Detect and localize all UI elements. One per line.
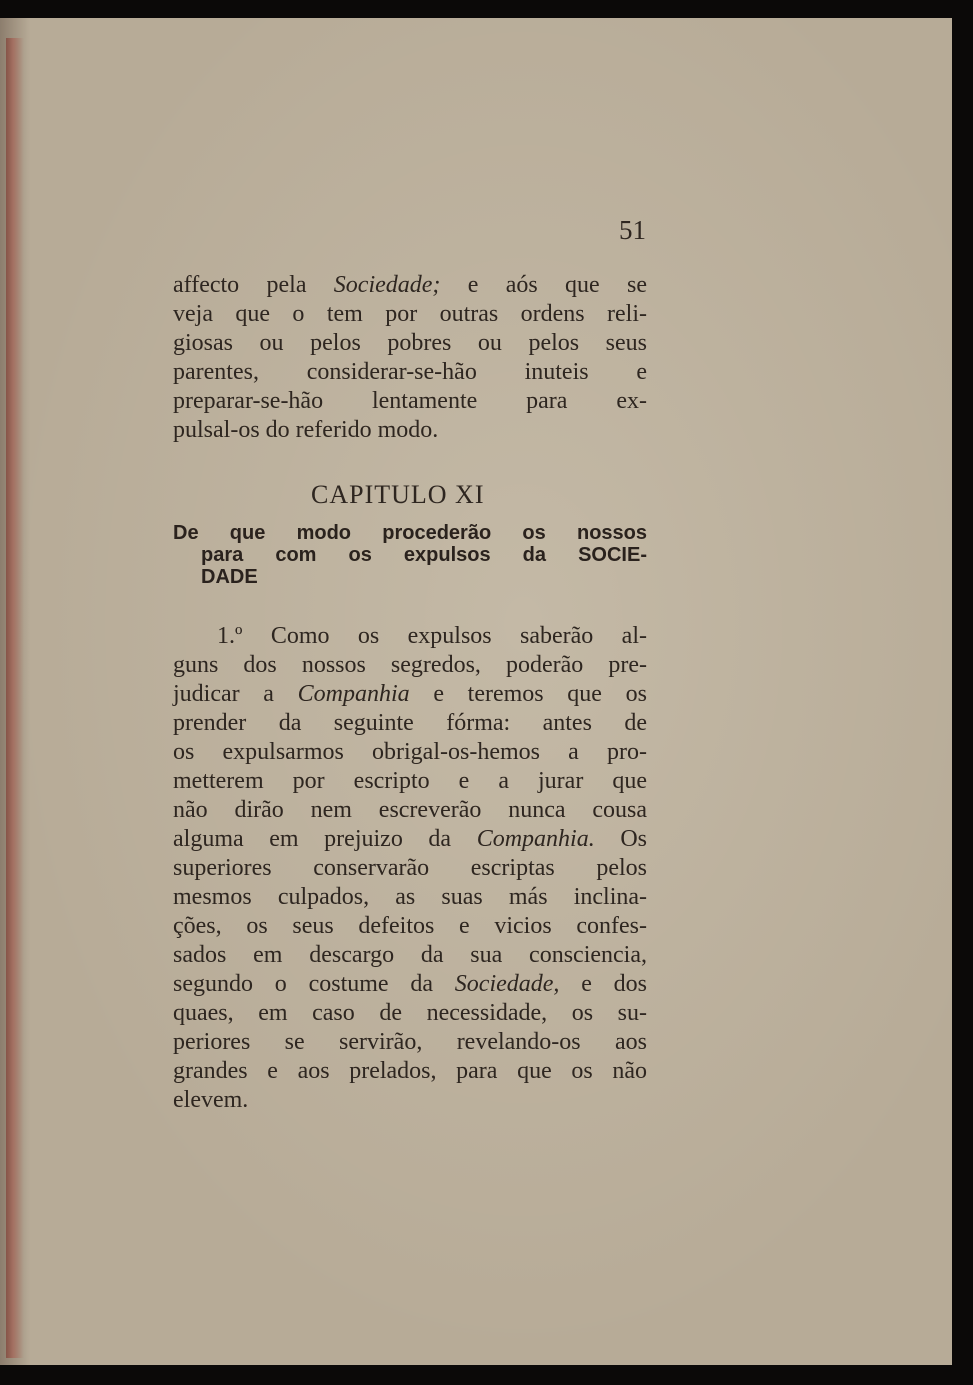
text-line: affecto pela Sociedade; e aós que se — [173, 272, 647, 298]
text-line: veja que o tem por outras ordens reli- — [173, 301, 647, 327]
text-line: judicar a Companhia e teremos que os — [173, 681, 647, 707]
text-line: prender da seguinte fórma: antes de — [173, 710, 647, 736]
page-number: 51 — [619, 215, 646, 245]
text-line: metterem por escripto e a jurar que — [173, 768, 647, 794]
text-line: elevem. — [173, 1087, 249, 1113]
text-line: superiores conservarão escriptas pelos — [173, 855, 647, 881]
text-line: os expulsarmos obrigal-os-hemos a pro- — [173, 739, 647, 765]
chapter-subtitle-line: De que modo procederão os nossos — [173, 522, 647, 544]
chapter-subtitle-line: para com os expulsos da SOCIE- — [201, 544, 647, 566]
book-page — [0, 18, 952, 1365]
text-line: sados em descargo da sua consciencia, — [173, 942, 647, 968]
chapter-title: CAPITULO XI — [311, 480, 485, 509]
text-line: giosas ou pelos pobres ou pelos seus — [173, 330, 647, 356]
text-line: ções, os seus defeitos e vicios confes- — [173, 913, 647, 939]
text-line: preparar-se-hão lentamente para ex- — [173, 388, 647, 414]
text-line: 1.º Como os expulsos saberão al- — [217, 623, 647, 649]
text-line: pulsal-os do referido modo. — [173, 417, 439, 443]
page-binding-edge — [6, 38, 24, 1358]
text-line: não dirão nem escreverão nunca cousa — [173, 797, 647, 823]
text-line: mesmos culpados, as suas más inclina- — [173, 884, 647, 910]
text-line: quaes, em caso de necessidade, os su- — [173, 1000, 647, 1026]
text-line: segundo o costume da Sociedade, e dos — [173, 971, 647, 997]
text-line: guns dos nossos segredos, poderão pre- — [173, 652, 647, 678]
text-line: parentes, considerar-se-hão inuteis e — [173, 359, 647, 385]
text-line: periores se servirão, revelando-os aos — [173, 1029, 647, 1055]
chapter-subtitle-line: DADE — [201, 566, 258, 588]
text-line: alguma em prejuizo da Companhia. Os — [173, 826, 648, 852]
text-line: grandes e aos prelados, para que os não — [173, 1058, 647, 1084]
